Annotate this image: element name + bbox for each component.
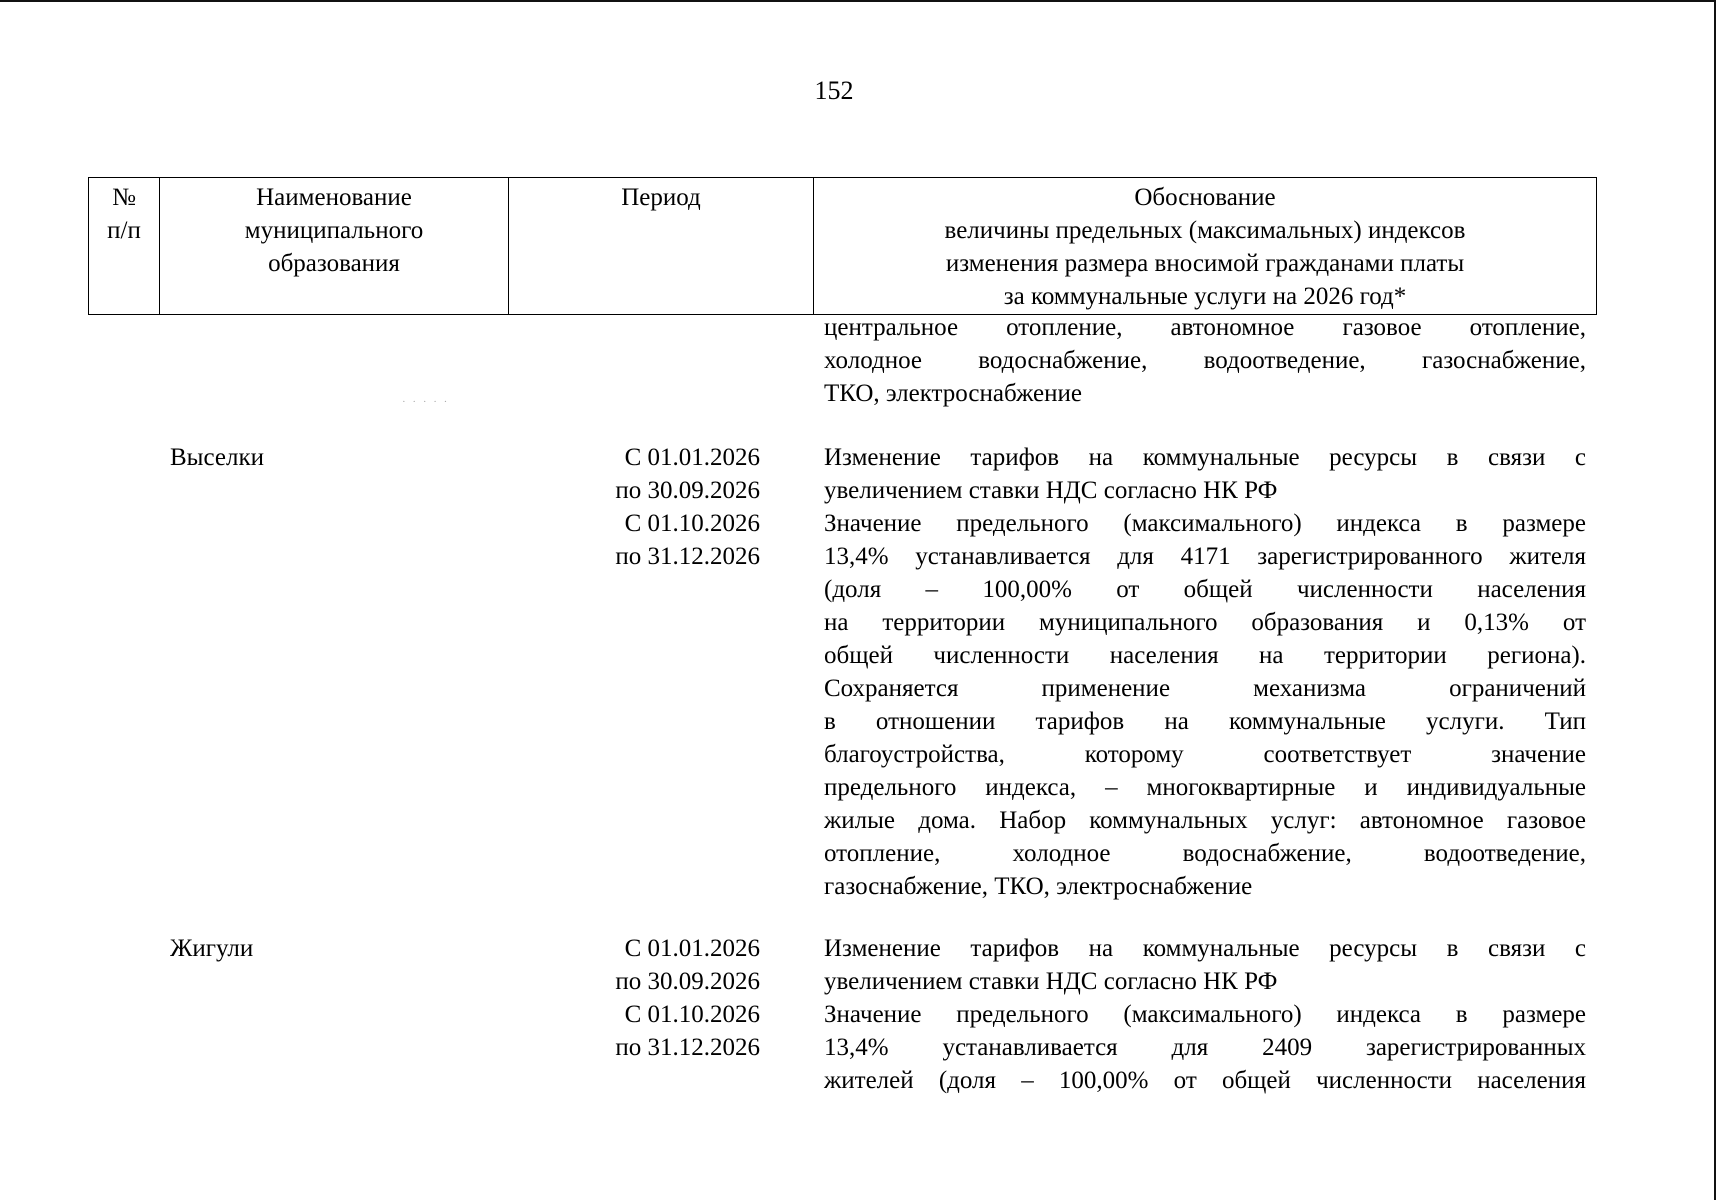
header-line: Наименование (256, 184, 412, 211)
header-col-basis (814, 178, 1597, 315)
text-line: жителей (доля – 100,00% от общей численности населения (824, 1067, 1586, 1094)
page-top-border (0, 0, 1716, 2)
period-line: по 31.12.2026 (615, 1034, 760, 1061)
continuation-text (824, 311, 1586, 410)
header-line: № (112, 184, 136, 211)
period-line: С 01.10.2026 (624, 1001, 760, 1028)
text-line: Значение предельного (максимального) индекса в размере (824, 510, 1586, 537)
row-municipality-name: Выселки (170, 444, 264, 471)
header-line: муниципального (244, 217, 424, 244)
text-line: Значение предельного (максимального) индекса в размере (824, 1001, 1586, 1028)
text-line: жилые дома. Набор коммунальных услуг: автономное газовое (824, 807, 1586, 834)
period-line: С 01.01.2026 (624, 935, 760, 962)
header-col-number (89, 178, 160, 315)
header-line: Обоснование (1134, 184, 1276, 211)
row-period (560, 441, 760, 573)
period-line: по 31.12.2026 (615, 543, 760, 570)
row-period (560, 932, 760, 1064)
header-line: образования (268, 250, 400, 277)
text-line: в отношении тарифов на коммунальные услуги. Тип (824, 708, 1586, 735)
table-header (88, 177, 1597, 315)
header-col-period (509, 178, 814, 315)
header-line: Период (621, 184, 701, 211)
period-line: по 30.09.2026 (615, 477, 760, 504)
header-line: величины предельных (максимальных) индексов (944, 217, 1466, 244)
row-basis-text (824, 441, 1586, 903)
text-line: предельного индекса, – многоквартирные и индивидуальные (824, 774, 1586, 801)
text-line: ТКО, электроснабжение (824, 380, 1082, 407)
text-line: увеличением ставки НДС согласно НК РФ (824, 968, 1278, 995)
header-col-municipality (160, 178, 509, 315)
text-line: Изменение тарифов на коммунальные ресурсы в связи с (824, 935, 1586, 962)
text-line: отопление, холодное водоснабжение, водоотведение, (824, 840, 1586, 867)
text-line: Сохраняется применение механизма ограничений (824, 675, 1586, 702)
header-line: за коммунальные услуги на 2026 год* (1003, 283, 1407, 310)
text-line: (доля – 100,00% от общей численности населения (824, 576, 1586, 603)
header-line: п/п (107, 217, 141, 244)
text-line: на территории муниципального образования и 0,13% от (824, 609, 1586, 636)
header-line: изменения размера вносимой гражданами платы (945, 250, 1465, 277)
text-line: холодное водоснабжение, водоотведение, газоснабжение, (824, 347, 1586, 374)
row-basis-text (824, 932, 1586, 1097)
text-line: благоустройства, которому соответствует значение (824, 741, 1586, 768)
text-line: 13,4% устанавливается для 4171 зарегистрированного жителя (824, 543, 1586, 570)
text-line: увеличением ставки НДС согласно НК РФ (824, 477, 1278, 504)
text-line: общей численности населения на территории региона). (824, 642, 1586, 669)
period-line: по 30.09.2026 (615, 968, 760, 995)
period-line: С 01.10.2026 (624, 510, 760, 537)
period-line: С 01.01.2026 (624, 444, 760, 471)
text-line: центральное отопление, автономное газовое отопление, (824, 314, 1586, 341)
row-municipality-name: Жигули (170, 935, 254, 962)
text-line: 13,4% устанавливается для 2409 зарегистрированных (824, 1034, 1586, 1061)
text-line: газоснабжение, ТКО, электроснабжение (824, 873, 1253, 900)
text-line: Изменение тарифов на коммунальные ресурсы в связи с (824, 444, 1586, 471)
page-number: 152 (814, 76, 854, 105)
scan-specks: · · · · · (402, 396, 450, 408)
